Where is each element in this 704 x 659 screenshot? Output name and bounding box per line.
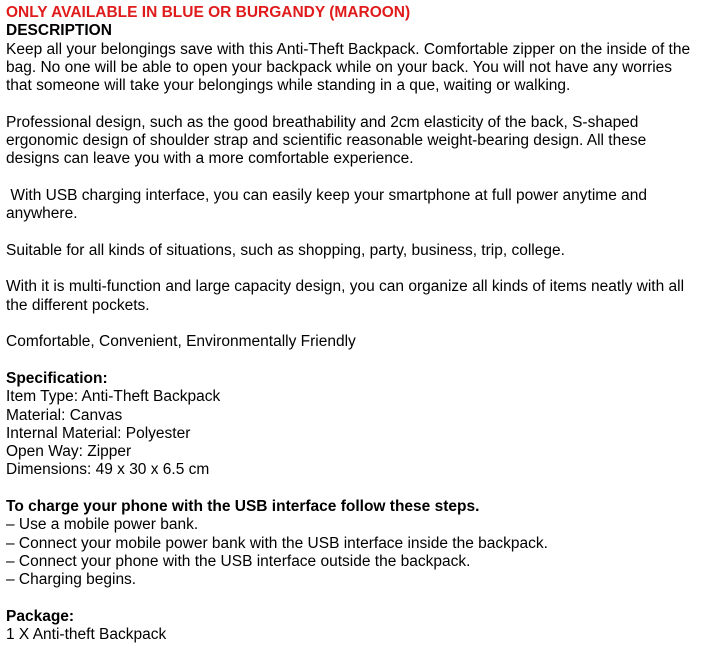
description-paragraph: With it is multi-function and large capacity design, you can organize all kinds of items neatly with all the different pockets. — [6, 278, 685, 314]
charging-heading: To charge your phone with the USB interface follow these steps. — [6, 498, 480, 516]
charging-step: – Connect your mobile power bank with the USB interface inside the backpack. — [6, 534, 548, 552]
spacer — [6, 315, 700, 333]
description-paragraph: Suitable for all kinds of situations, such as shopping, party, business, trip, college. — [6, 241, 565, 259]
product-description-page — [6, 4, 700, 644]
specification-item: Material: Canvas — [6, 406, 123, 424]
spacer — [6, 260, 700, 278]
spacer — [6, 95, 700, 113]
charging-step: – Connect your phone with the USB interface outside the backpack. — [6, 552, 471, 570]
charging-step: – Use a mobile power bank. — [6, 516, 199, 534]
availability-notice: ONLY AVAILABLE IN BLUE OR BURGANDY (MAROON) — [6, 4, 411, 21]
charging-step: – Charging begins. — [6, 571, 137, 589]
spacer — [6, 480, 700, 498]
description-paragraph: Keep all your belongings save with this Anti-Theft Backpack. Comfortable zipper on the inside of the bag. No one will be able to open your backpack while on your back. You will not have any worries that someone will take your belongings while standing in a que, waiting or walking. — [6, 40, 691, 95]
spacer — [6, 224, 700, 242]
description-paragraph: Professional design, such as the good breathability and 2cm elasticity of the back, S-shaped ergonomic design of shoulder strap and scientific reasonable weight-bearing design. All these designs can leave you with a more comfortable experience. — [6, 113, 647, 168]
specification-item: Internal Material: Polyester — [6, 424, 191, 442]
spacer — [6, 590, 700, 608]
charging-steps-list — [6, 516, 700, 589]
description-paragraph: With USB charging interface, you can easily keep your smartphone at full power anytime and anywhere. — [6, 186, 652, 223]
package-list — [6, 626, 700, 644]
specification-heading: Specification: — [6, 369, 108, 387]
specification-item: Open Way: Zipper — [6, 443, 132, 461]
spacer — [6, 169, 700, 187]
spacer — [6, 352, 700, 370]
specification-item: Dimensions: 49 x 30 x 6.5 cm — [6, 461, 210, 479]
description-paragraph: Comfortable, Convenient, Environmentally Friendly — [6, 333, 356, 351]
package-heading: Package: — [6, 607, 75, 625]
package-item: 1 X Anti-theft Backpack — [6, 626, 167, 644]
description-heading: DESCRIPTION — [6, 22, 112, 40]
specification-list — [6, 388, 700, 479]
specification-item: Item Type: Anti-Theft Backpack — [6, 388, 221, 406]
